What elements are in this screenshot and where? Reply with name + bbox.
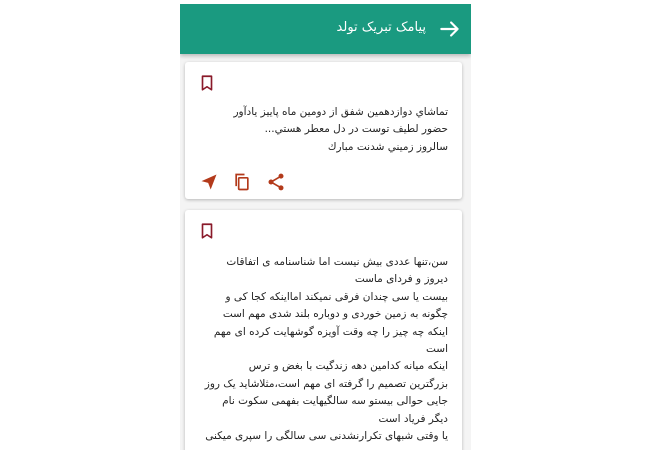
share-icon[interactable]	[266, 172, 286, 192]
app-bar	[180, 4, 471, 54]
page-title: پیامک تبریک تولد	[336, 20, 426, 35]
bookmark-icon[interactable]	[198, 222, 216, 240]
bookmark-icon[interactable]	[198, 74, 216, 92]
send-icon[interactable]	[199, 172, 219, 192]
message-text: تماشاي دوازدهمين شفق از دومين ماه پاييز يادآور حضور لطيف توست در دل معطر هستي... سالروز زميني شدنت مبارك	[233, 106, 448, 153]
message-text: سن،تنها عددی بیش نیست اما شناسنامه ی اتفاقات دیروز و فردای ماست بیست یا سی چندان فرقی نمیکند امااینکه کجا کی و چگونه به زمین خوردی و دوباره بلند شدی مهم است اینکه چه چیز را چه وقت آویزه گوشهایت کرده ای مهم است اینکه میانه کدامین دهه زندگیت با بغض و ترس بزرگترین تصمیم را گرفته ای مهم است،مثلاشاید یک روز جایی حوالی بیستو سه سالگیهایت بفهمی سکوت نام دیگر فریاد است یا وقتی شبهای تکرارنشدنی سی سالگی را سپری میکنی	[204, 256, 448, 443]
message-card	[185, 210, 462, 450]
arrow-right-icon[interactable]	[437, 16, 463, 42]
copy-icon[interactable]	[232, 172, 252, 192]
message-card	[185, 62, 462, 199]
phone-screen	[180, 4, 471, 450]
